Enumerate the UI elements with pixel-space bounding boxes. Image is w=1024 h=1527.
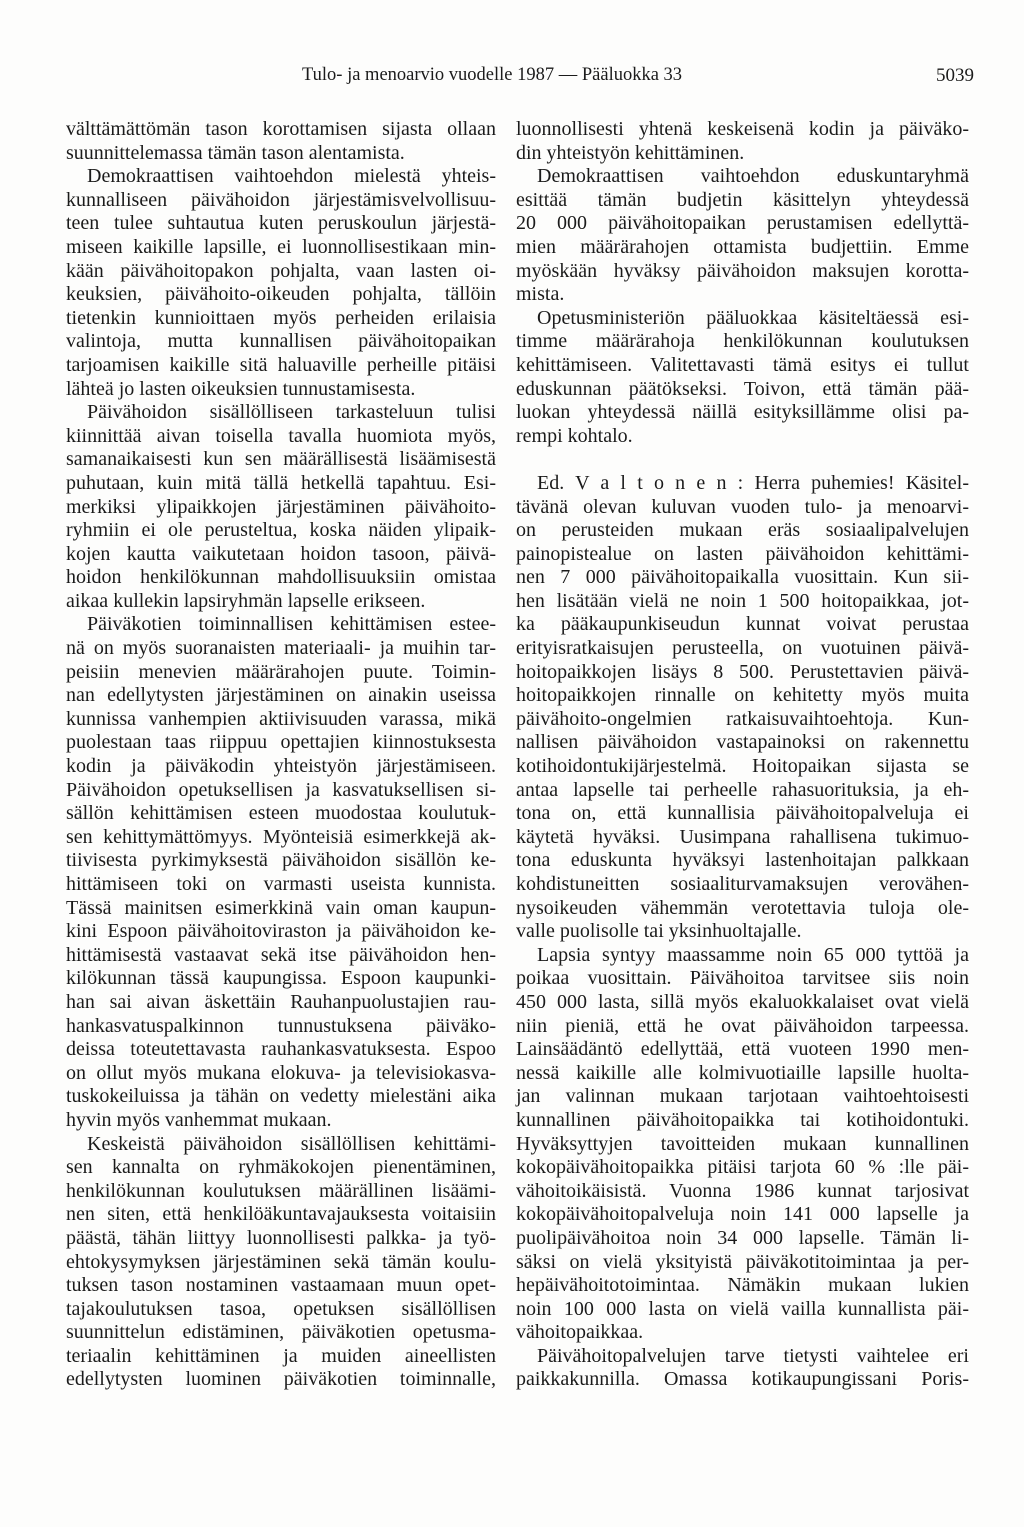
text-line: luokan yhteydessä näillä esityksillämme olisi pa- xyxy=(516,401,969,424)
text-line: puolipäivähoitoa noin 34 000 lapselle. Tämän li- xyxy=(516,1226,969,1249)
text-line: teen tulee suhtautua kuten peruskoulun järjestä- xyxy=(66,212,496,235)
text-line: kohdistuneitten sosiaaliturvamaksujen verovähen- xyxy=(516,873,969,895)
text-line: nä on myös suoranaisten materiaali- ja muihin tar- xyxy=(66,637,496,660)
left-text-column xyxy=(66,118,496,1392)
paragraph xyxy=(66,165,496,401)
paragraph xyxy=(516,944,969,1345)
text-line: kunnissa vanhempien aktiivisuuden varassa, mikä xyxy=(66,707,496,730)
text-line: mien määrärahojen ottamista budjettiin. Emme xyxy=(516,235,969,258)
text-line: ka pääkaupunkiseudun kunnat voivat perustaa xyxy=(516,613,969,636)
text-line: aikaa kullekin lapsiryhmän lapselle erikseen. xyxy=(66,589,426,612)
text-line: Päivähoidon sisällölliseen tarkasteluun tulisi xyxy=(87,401,496,424)
right-column-paragraphs xyxy=(516,118,969,448)
text-line: kokopäivähoitopalveluja noin 141 000 lapselle ja xyxy=(516,1203,969,1226)
text-line: kotihoidontukijärjestelmä. Hoitopaikan sijasta se xyxy=(516,755,969,778)
paragraph xyxy=(66,1133,496,1393)
text-line: hepäivähoitotoimintaa. Nämäkin mukaan lukien xyxy=(516,1274,969,1297)
text-line: 20 000 päivähoitopaikan perustamisen edellyttä- xyxy=(516,212,969,235)
running-header-title: Tulo- ja menoarvio vuodelle 1987 — Pääluokka 33 xyxy=(302,65,683,85)
text-line: paikkakunnilla. Omassa kotikaupungissani Poris- xyxy=(516,1368,969,1391)
text-line: jan valinnan mukaan tarjotaan vaihtoehtoisesti xyxy=(516,1085,969,1108)
text-line: luonnollisesti yhtenä keskeisenä kodin ja päiväko- xyxy=(516,118,969,140)
text-line: myöskään hyväksy päivähoidon maksujen korotta- xyxy=(516,259,969,282)
text-line: valintoja, mutta kunnallisen päivähoitopaikan xyxy=(66,330,496,353)
text-line: hoitopaikkojen lisäys 8 500. Perustettavien päivä- xyxy=(516,660,969,683)
text-line: hyvin myös vanhemmat mukaan. xyxy=(66,1108,332,1131)
text-line: Päivähoidon opetuksellisen ja kasvatuksellisen si- xyxy=(66,778,496,801)
text-line: Päiväkotien toiminnallisen kehittämisen estee- xyxy=(87,613,496,636)
text-line: sen kannalta on ryhmäkokojen pienentäminen, xyxy=(66,1156,496,1179)
text-line: din yhteistyön kehittäminen. xyxy=(516,141,745,164)
text-line: Lapsia syntyy maassamme noin 65 000 tyttöä ja xyxy=(537,943,969,966)
text-line: niin pieniä, että he ovat päivähoidon tarpeessa. xyxy=(516,1014,969,1037)
paragraph xyxy=(66,613,496,1132)
text-line: nallisen päivähoidon vastapainoksi on rakennettu xyxy=(516,731,969,754)
text-line: hoidon henkilökunnan mahdollisuuksiin omistaa xyxy=(66,566,496,589)
text-line: Lainsäädäntö edellyttää, että vuoteen 1990 men- xyxy=(516,1038,969,1061)
text-line: timme määrärahoja henkilökunnan koulutuksen xyxy=(516,330,969,353)
paragraph xyxy=(516,307,969,449)
text-line: peisiin menevien määrärahojen puute. Toimin- xyxy=(66,660,496,683)
text-line: nen 7 000 päivähoitopaikalla vuosittain. Kun sii- xyxy=(516,566,969,589)
text-line: lähteä jo lasten oikeuksien tunnustamisesta. xyxy=(66,377,416,400)
text-line: poikaa vuosittain. Päivähoitoa tarvitsee siis noin xyxy=(516,967,969,990)
text-line: ryhmiin ei ole perusteltua, koska näiden ylipaik- xyxy=(66,519,496,542)
text-line: esittää tämän budjetin käsittelyn yhteydessä xyxy=(516,188,969,211)
text-line: henkilökunnan koulutuksen määrällinen lisäämi- xyxy=(66,1179,496,1202)
text-line: on perusteiden mukaan eräs sosiaalipalvelujen xyxy=(516,519,969,542)
text-line: mista. xyxy=(516,283,565,306)
text-line: kään päivähoitopakon pohjalta, vaan lasten oi- xyxy=(66,259,496,282)
text-line: Hyväksyttyjen tavoitteiden mukaan kunnallinen xyxy=(516,1132,969,1155)
text-line: käytetä hyväksi. Uusimpana rahallisena tukimuo- xyxy=(516,825,969,848)
text-line: ehtokysymyksen järjestäminen sekä tämän koulu- xyxy=(66,1250,496,1273)
text-line: nen siten, että henkilöäkuntavajauksesta voitaisiin xyxy=(66,1203,496,1226)
text-line: tietenkin kunnioittaen myös perheiden erilaisia xyxy=(66,306,496,329)
text-line: miseen kaikille lapsille, ei luonnollisestikaan min- xyxy=(66,235,496,258)
text-line: Demokraattisen vaihtoehdon eduskuntaryhmä xyxy=(537,165,969,188)
text-line: Tässä mainitsen esimerkkinä vain oman kaupun- xyxy=(66,896,496,919)
text-line: puhutaan, kuin mitä tällä hetkellä tapahtuu. Esi- xyxy=(66,471,496,494)
text-line: erityisratkaisujen perusteella, on vuotuinen päivä- xyxy=(516,637,969,660)
text-line: Demokraattisen vaihtoehdon mielestä yhteis- xyxy=(87,165,496,188)
paragraph xyxy=(516,472,969,944)
text-line: 450 000 lasta, sillä myös ekaluokkalaiset ovat vielä xyxy=(516,990,969,1013)
text-line: kunnallinen päivähoitopaikka tai kotihoidontuki. xyxy=(516,1108,969,1131)
text-line: säksi on vielä yksityistä päiväkotitoimintaa ja per- xyxy=(516,1250,969,1273)
text-line: päivähoito-ongelmien ratkaisuvaihtoehtoja. Kun- xyxy=(516,707,969,730)
speech-opening-text: Herra puhemies! Käsitel- xyxy=(754,471,970,494)
text-line: kehittämiseen. Valitettavasti tämä esitys ei tullut xyxy=(516,353,969,376)
text-line: tiivisesta pyrkimyksestä päivähoidon sisällön ke- xyxy=(66,849,496,872)
speech-valtonen xyxy=(516,472,969,1392)
text-line: on ollut myös mukana elokuva- ja televisiokasva- xyxy=(66,1061,496,1084)
speaker-name: Ed. V a l t o n e n : xyxy=(537,471,744,494)
text-line: vähoitoikäisistä. Vuonna 1986 kunnat tarjosivat xyxy=(516,1179,969,1202)
text-line: tuskokeiluissa ja tähän on vedetty mielestäni aika xyxy=(66,1085,496,1108)
page-number: 5039 xyxy=(936,65,974,86)
text-line: tajakoulutuksen tasoa, opetuksen sisällöllisen xyxy=(66,1297,496,1320)
right-text-column xyxy=(516,118,969,1392)
text-line: kodin ja päiväkodin yhteistyön järjestämiseen. xyxy=(66,755,496,778)
text-line: merkiksi ylipaikkojen järjestäminen päivähoito- xyxy=(66,495,496,518)
text-line: hittämisestä vastaavat sekä itse päivähoidon hen- xyxy=(66,943,496,966)
text-line: hen lisätään vielä ne noin 1 500 hoitopaikkaa, jot- xyxy=(516,589,969,612)
text-line: rempi kohtalo. xyxy=(516,424,633,447)
text-line: keuksien, päivähoito-oikeuden pohjalta, tällöin xyxy=(66,283,496,306)
text-line: noin 100 000 lasta on vielä vailla kunnallista päi- xyxy=(516,1297,969,1320)
text-line: nan edellytysten järjestäminen on ainakin useissa xyxy=(66,684,496,707)
text-line: Keskeistä päivähoidon sisällöllisen kehittämi- xyxy=(87,1132,496,1155)
text-line: Päivähoitopalvelujen tarve tietysti vaihtelee eri xyxy=(537,1344,969,1367)
text-line: välttämättömän tason korottamisen sijasta ollaan xyxy=(66,118,496,140)
text-line: sällön kehittämisen esteen muodostaa koulutuk- xyxy=(66,802,496,825)
text-line: suunnittelun edistäminen, päiväkotien opetusma- xyxy=(66,1321,496,1344)
text-line: antaa lapselle tai perheelle rahasuorituksia, ja eh- xyxy=(516,778,969,801)
text-line: hittämiseen toki on varmasti useista kunnista. xyxy=(66,873,496,895)
text-line: sen kehittymättömyys. Myönteisiä esimerkkejä ak- xyxy=(66,825,496,848)
text-line: kini Espoon päivähoitoviraston ja päivähoidon ke- xyxy=(66,920,496,943)
text-line: kunnalliseen päivähoidon järjestämisvelvollisuu- xyxy=(66,188,496,211)
text-line: valle puolisolle tai yksinhuoltajalle. xyxy=(516,920,802,943)
text-line: painopistealue on lasten päivähoidon kehittämi- xyxy=(516,542,969,565)
text-line: tona on, että kunnallisia päivähoitopalveluja ei xyxy=(516,802,969,825)
text-line: tävänä olevan kuluvan vuoden tulo- ja menoarvi- xyxy=(516,495,969,518)
text-line: hoitopaikkojen rinnalle on kehitetty myös muita xyxy=(516,684,969,707)
paragraph xyxy=(516,1345,969,1392)
text-line: Opetusministeriön pääluokkaa käsiteltäessä esi- xyxy=(537,306,969,329)
text-line: päästä, tähän liittyy luonnollisesti palkka- ja työ- xyxy=(66,1226,496,1249)
text-line: nysoikeuden vähemmän verotettavia tuloja ole- xyxy=(516,896,969,919)
text-line: tarjoamisen kaikille sitä haluaville perheille pitäisi xyxy=(66,353,496,376)
text-line: kokopäivähoitopaikka pitäisi tarjota 60 % :lle päi- xyxy=(516,1156,969,1179)
text-line: tona eduskunta hyväksyi lastenhoitajan palkkaan xyxy=(516,849,969,872)
text-line: teriaalin kehittäminen ja muiden aineellisten xyxy=(66,1344,496,1367)
text-line: samanaikaisesti kun sen määrällisestä lisäämisestä xyxy=(66,448,496,471)
text-line: puolestaan taas riippuu opettajien kiinnostuksesta xyxy=(66,731,496,754)
text-line: deissa toteutettavasta rauhankasvatuksesta. Espoo xyxy=(66,1038,496,1061)
text-line xyxy=(516,472,969,496)
text-line: tuksen tason nostaminen vastaamaan muun opet- xyxy=(66,1274,496,1297)
text-line: edellytysten luominen päiväkotien toiminnalle, xyxy=(66,1368,496,1391)
text-line: kojen kautta vaikutetaan hoidon tasoon, päivä- xyxy=(66,542,496,565)
text-line: nessä kaikille alle kolmivuotiaille lapsille huolta- xyxy=(516,1061,969,1084)
text-line: kilökunnan tässä kaupungissa. Espoon kaupunki- xyxy=(66,967,496,990)
text-line: hankasvatuspalkinnon tunnustuksena päiväko- xyxy=(66,1014,496,1037)
text-line: vähoitopaikkaa. xyxy=(516,1321,644,1344)
paragraph xyxy=(516,165,969,307)
paragraph xyxy=(66,401,496,613)
text-line: kiinnittää aivan toisella tavalla huomiota myös, xyxy=(66,424,496,447)
paragraph xyxy=(66,118,496,165)
paragraph xyxy=(516,118,969,165)
text-line: eduskunnan päätökseksi. Toivon, että tämän pää- xyxy=(516,377,969,400)
text-line: suunnittelemassa tämän tason alentamista. xyxy=(66,141,405,164)
text-line: han sai aivan äskettäin Rauhanpuolustajien rau- xyxy=(66,990,496,1013)
